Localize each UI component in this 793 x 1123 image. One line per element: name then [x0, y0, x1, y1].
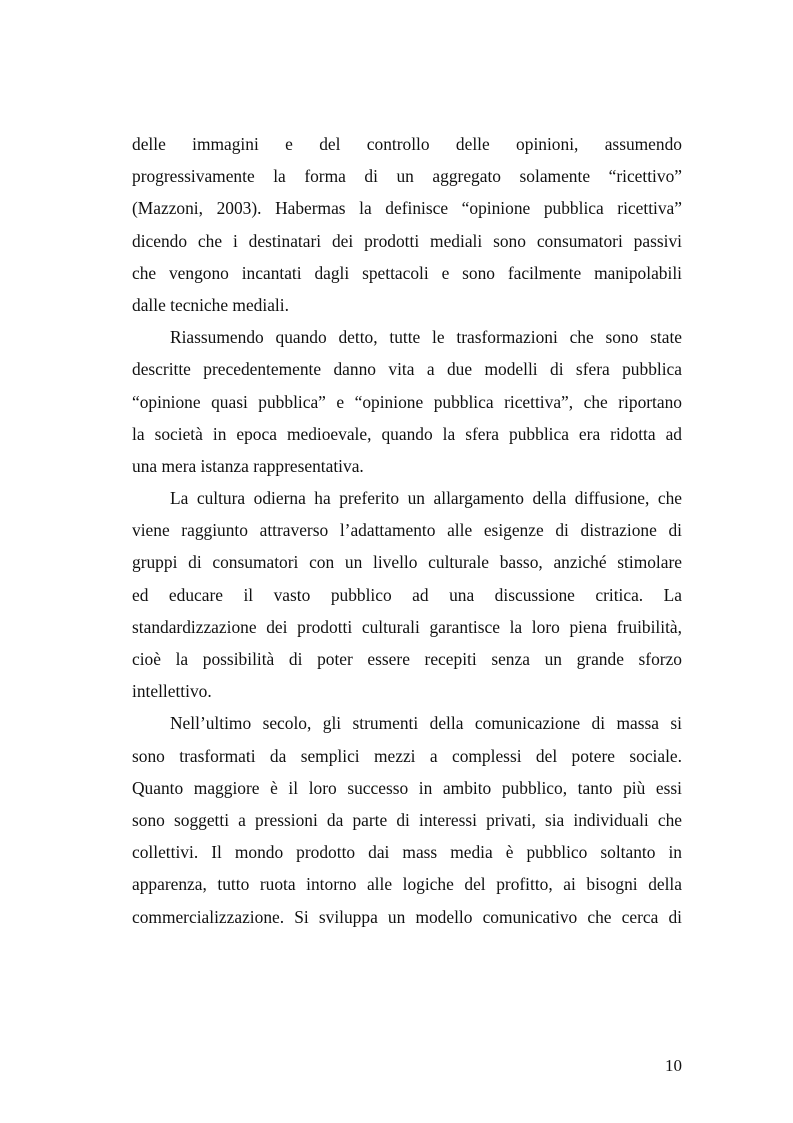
- text-line: dicendo che i destinatari dei prodotti mediali sono consumatori passivi: [132, 230, 682, 251]
- text-line: progressivamente la forma di un aggregato solamente “ricettivo”: [132, 166, 682, 187]
- text-line: che vengono incantati dagli spettacoli e sono facilmente manipolabili: [132, 262, 682, 283]
- page-number: 10: [665, 1056, 682, 1075]
- text-line: apparenza, tutto ruota intorno alle logiche del profitto, ai bisogni della: [132, 874, 682, 895]
- text-line: intellettivo.: [132, 681, 212, 702]
- text-line: La cultura odierna ha preferito un allargamento della diffusione, che: [170, 488, 682, 509]
- text-line: (Mazzoni, 2003). Habermas la definisce “opinione pubblica ricettiva”: [132, 198, 682, 219]
- text-line: gruppi di consumatori con un livello culturale basso, anziché stimolare: [132, 552, 682, 573]
- text-line: “opinione quasi pubblica” e “opinione pubblica ricettiva”, che riportano: [132, 391, 682, 412]
- text-line: standardizzazione dei prodotti culturali garantisce la loro piena fruibilità,: [132, 616, 682, 637]
- text-line: la società in epoca medioevale, quando la sfera pubblica era ridotta ad: [132, 423, 682, 444]
- text-line: Nell’ultimo secolo, gli strumenti della comunicazione di massa si: [170, 713, 682, 734]
- text-line: Riassumendo quando detto, tutte le trasformazioni che sono state: [170, 327, 682, 348]
- page-body: [132, 128, 682, 933]
- text-line: commercializzazione. Si sviluppa un modello comunicativo che cerca di: [132, 906, 682, 927]
- text-line: dalle tecniche mediali.: [132, 294, 289, 315]
- paragraph: [132, 321, 682, 482]
- text-line: sono soggetti a pressioni da parte di interessi privati, sia individuali che: [132, 809, 682, 830]
- text-line: viene raggiunto attraverso l’adattamento alle esigenze di distrazione di: [132, 520, 682, 541]
- text-line: delle immagini e del controllo delle opinioni, assumendo: [132, 134, 682, 154]
- paragraph: [132, 707, 682, 932]
- paragraph: [132, 482, 682, 707]
- text-line: una mera istanza rappresentativa.: [132, 455, 364, 476]
- text-line: descritte precedentemente danno vita a due modelli di sfera pubblica: [132, 359, 682, 380]
- text-line: Quanto maggiore è il loro successo in ambito pubblico, tanto più essi: [132, 777, 682, 798]
- text-line: collettivi. Il mondo prodotto dai mass media è pubblico soltanto in: [132, 842, 682, 863]
- text-line: ed educare il vasto pubblico ad una discussione critica. La: [132, 584, 682, 605]
- paragraph: [132, 128, 682, 321]
- text-line: cioè la possibilità di poter essere recepiti senza un grande sforzo: [132, 649, 682, 669]
- text-line: sono trasformati da semplici mezzi a complessi del potere sociale.: [132, 745, 682, 766]
